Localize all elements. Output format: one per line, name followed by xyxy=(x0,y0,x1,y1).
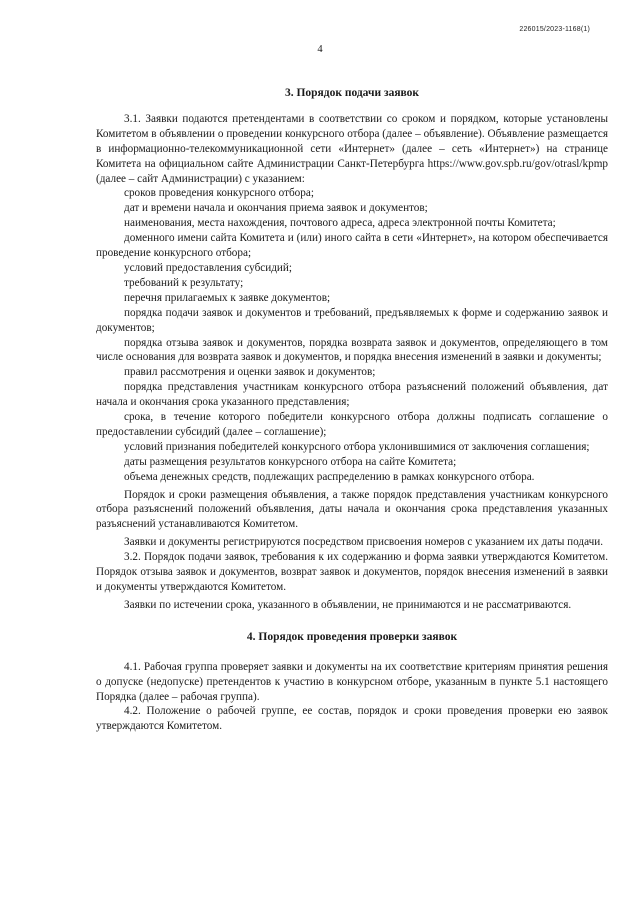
section-4-title: 4. Порядок проведения проверки заявок xyxy=(246,630,458,643)
section-3-body xyxy=(96,112,608,613)
paragraph: дат и времени начала и окончания приема заявок и документов; xyxy=(124,202,428,215)
section-4-body xyxy=(96,660,608,735)
paragraph: порядка отзыва заявок и документов, порядка возврата заявок и документов, определяющего в том числе основания для возврата заявок и документов, и порядка внесения изменений в заявки и документы; xyxy=(96,336,608,364)
paragraph: объема денежных средств, подлежащих распределению в рамках конкурсного отбора. xyxy=(124,470,535,483)
paragraph: 4.2. Положение о рабочей группе, ее состав, порядок и сроки проведения проверки ею заявок утверждаются Комитетом. xyxy=(96,705,608,733)
paragraph: 3.2. Порядок подачи заявок, требования к их содержанию и форма заявки утверждаются Комитетом. Порядок отзыва заявок и документов, возврат заявок и документов, порядок внесения изменений в заявки и документы утверждаются Комитетом. xyxy=(96,551,608,593)
paragraph: Заявки по истечении срока, указанного в объявлении, не принимаются и не рассматриваются. xyxy=(124,598,572,611)
paragraph: срока, в течение которого победители конкурсного отбора должны подписать соглашение о предоставлении субсидий (далее – соглашение); xyxy=(96,411,608,438)
paragraph: условий предоставления субсидий; xyxy=(124,261,292,274)
paragraph: наименования, места нахождения, почтового адреса, адреса электронной почты Комитета; xyxy=(124,217,556,230)
paragraph: Заявки и документы регистрируются посредством присвоения номеров с указанием их даты подачи. xyxy=(124,536,604,549)
paragraph: порядка представления участникам конкурсного отбора разъяснений положений объявления, дат начала и окончания срока указанного представления; xyxy=(96,381,608,409)
paragraph: условий признания победителей конкурсного отбора уклонившимися от заключения соглашения; xyxy=(124,440,590,453)
paragraph: требований к результату; xyxy=(124,276,244,289)
paragraph: порядка подачи заявок и документов и требований, предъявляемых к форме и содержанию заявок и документов; xyxy=(96,306,608,334)
paragraph: перечня прилагаемых к заявке документов; xyxy=(124,291,331,304)
document-number: 226015/2023-1168(1) xyxy=(519,26,590,33)
paragraph: доменного имени сайта Комитета и (или) иного сайта в сети «Интернет», на котором обеспечивается проведение конкурсного отбора; xyxy=(96,232,608,260)
paragraph: 4.1. Рабочая группа проверяет заявки и документы на их соответствие критериям принятия решения о допуске (недопуске) претендентов к участию в конкурсном отборе, указанным в пункте 5.1 настоящего Порядка (далее – рабочая группа). xyxy=(96,660,608,703)
paragraph: Порядок и сроки размещения объявления, а также порядок представления участникам конкурсного отбора разъяснений положений объявления, даты начала и окончания срока представления указанных разъяснений устанавливаются Комитетом. xyxy=(96,488,608,531)
paragraph: сроков проведения конкурсного отбора; xyxy=(124,187,314,200)
paragraph: даты размещения результатов конкурсного отбора на сайте Комитета; xyxy=(124,455,457,468)
paragraph: правил рассмотрения и оценки заявок и документов; xyxy=(124,366,376,379)
document-body xyxy=(96,86,608,734)
page-number: 4 xyxy=(317,44,323,55)
section-3-title: 3. Порядок подачи заявок xyxy=(284,87,420,99)
paragraph: 3.1. Заявки подаются претендентами в соответствии со сроком и порядком, которые установлены Комитетом в объявлении о проведении конкурсного отбора (далее – объявление). Объявление размещается в информационно-телекоммуникационной сети «Интернет» (далее – сеть «Интернет») на странице Комитета на официальном сайте Администрации Санкт-Петербурга https://www.gov.spb.ru/gov/otrasl/kpmp (далее – сайт Администрации) с указанием: xyxy=(96,112,608,185)
